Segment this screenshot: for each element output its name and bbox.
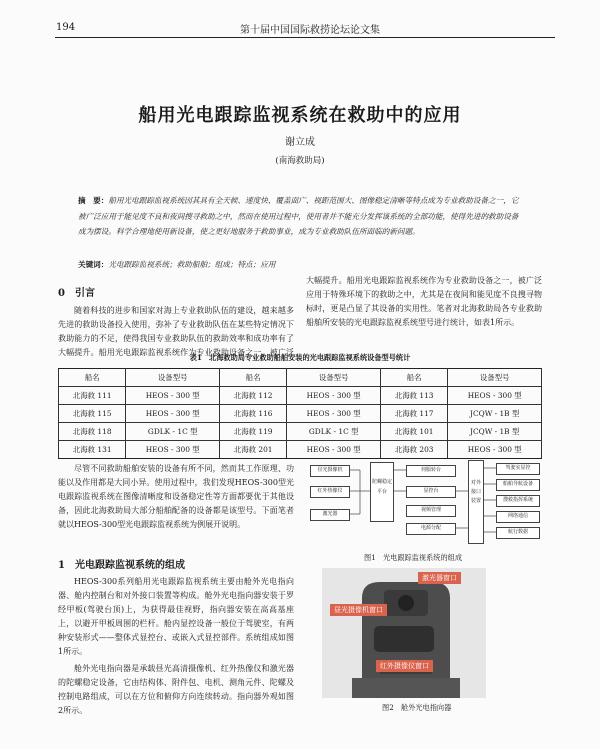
paper-author: 谢立成 xyxy=(285,137,315,148)
box-output: 驾驶室显控 xyxy=(496,463,540,475)
table-cell: HEOS - 300 型 xyxy=(448,441,542,459)
box-output: 航行数据 xyxy=(496,527,540,539)
table-header-cell: 设备型号 xyxy=(126,369,220,387)
box-laser: 激光器 xyxy=(310,509,350,521)
figure2-photo xyxy=(322,568,486,698)
box-external-interface: 对外接口装置 xyxy=(468,460,484,544)
box-output: 船舶导航设备 xyxy=(496,479,540,491)
paper-affiliation: (南海救助局) xyxy=(275,156,325,166)
table-header-cell: 船名 xyxy=(59,369,126,387)
table-cell: 北海救 203 xyxy=(380,441,447,459)
after-table-paragraph: 尽管不同救助船舶安装的设备有所不同，然而其工作原理、功能以及作用都是大同小异。使用过程中，我们发现HEOS-300型光电跟踪监视系统在图像清晰度和设备稳定性等方面都要优于其他设备，因此北海救助局大部分船舶配备的设备都是该型号。下面笔者就以HEOS-300型光电跟踪监视系统为例展开说明。 xyxy=(58,464,294,529)
page-number: 194 xyxy=(56,22,76,33)
label-laser-window: 激光器窗口 xyxy=(418,572,461,584)
figure1-diagram xyxy=(306,458,542,548)
keywords-text: 光电跟踪监视系统；救助船舶；组成；特点；应用 xyxy=(108,260,276,269)
intro-heading: 0 引言 xyxy=(58,288,95,299)
table1 xyxy=(58,368,542,459)
table-cell: 北海救 118 xyxy=(59,423,126,441)
intro-right-text: 大幅提升。船用光电跟踪监视系统作为专业救助设备之一，被广泛应用于特殊环境下的救助之中，尤其是在夜间和能见度不良搜寻物标时，更是凸显了其设备的实用性。笔者对北海救助局各专业救助船舶所安装的光电跟踪监视系统型号进行统计，如表1所示。 xyxy=(306,276,542,327)
table1-caption: 表1 北海救助局专业救助船舶安装的光电跟踪监视系统设备型号统计 xyxy=(189,353,411,362)
table-cell: HEOS - 300 型 xyxy=(126,387,220,405)
table-cell: GDLK - 1C 型 xyxy=(287,423,381,441)
box-power: 电源分配 xyxy=(406,523,456,535)
table-cell: 北海救 116 xyxy=(219,405,286,423)
table-cell: HEOS - 300 型 xyxy=(287,441,381,459)
table-cell: HEOS - 300 型 xyxy=(126,441,220,459)
table-cell: 北海救 112 xyxy=(219,387,286,405)
table-cell: JCQW - 1B 型 xyxy=(448,423,542,441)
box-ir-camera: 红外热像仪 xyxy=(310,486,350,498)
table-row xyxy=(59,405,542,423)
table-cell: 北海救 117 xyxy=(380,405,447,423)
figure2-caption: 图2 舱外光电指向器 xyxy=(382,703,452,712)
box-video-mgmt: 视频管理 xyxy=(406,505,456,517)
table-cell: 北海救 115 xyxy=(59,405,126,423)
intro-right-column xyxy=(306,274,542,344)
table-cell: 北海救 101 xyxy=(380,423,447,441)
figure1-caption: 图1 光电跟踪监视系统的组成 xyxy=(364,553,463,562)
box-daylight-camera: 昼光摄像机 xyxy=(310,465,350,477)
box-servo: 伺服转台 xyxy=(406,465,456,477)
keywords xyxy=(78,259,526,270)
table-row xyxy=(59,423,542,441)
table-row xyxy=(59,387,542,405)
label-ir-window: 红外摄像仪窗口 xyxy=(376,660,433,672)
table-row xyxy=(59,441,542,459)
label-daylight-window: 昼光摄像机窗口 xyxy=(330,604,387,616)
intro-left-column: 随着科技的进步和国家对海上专业救助队伍的建设，越来越多先进的救助设备投入使用，弥补了专业救助队伍在某些特定情况下救助能力的不足，使得我国专业救助队伍的救助效率和成功率有了大幅提升。船用光电跟踪监视系统作为专业救助设备之一，被广泛 xyxy=(58,306,294,357)
box-output: 网络通信 xyxy=(496,511,540,523)
table-cell: JCQW - 1B 型 xyxy=(448,405,542,423)
table-cell: 北海救 119 xyxy=(219,423,286,441)
section1-paragraph1: HEOS-300系列船用光电跟踪监视系统主要由舱外光电指向器、舱内控制台和对外接口装置等构成。舱外光电指向器安装于罗经甲板(驾驶台顶)上，为获得最佳视野，指向器安装在高高基座上，以避开甲板周围的栏杆。舱内显控设备一般位于驾驶室，有两种安装形式——整体式显控台、或嵌入式显控部件。系统组成如图1所示。 xyxy=(58,577,294,656)
running-title: 第十届中国国际救捞论坛论文集 xyxy=(240,25,380,36)
paper-title: 船用光电跟踪监视系统在救助中的应用 xyxy=(138,105,462,126)
abstract-text: 船用光电跟踪监视系统因其具有全天候、速度快、覆盖面广、视距范围大、图像稳定清晰等特点成为专业救助设备之一，它被广泛应用于能见度不良和夜间搜寻救助之中，然而在使用过程中，使用者并不能充分发挥该系统的全部功能，使得先进的救助设备成为摆设。科学合理地使用新设备，使之更好地服务于救助事业，成为专业救助队伍所面临的新问题。 xyxy=(78,196,519,236)
table-header-cell: 设备型号 xyxy=(287,369,381,387)
section1-paragraph2: 舱外光电指向器是承载昼光高清摄像机、红外热像仪和激光器的陀螺稳定设备，它由结构体、附件包、电机、测角元件、陀螺及控制电路组成，可以在方位和俯仰方向连续转动。指向器外观如图2所示。 xyxy=(58,664,294,715)
box-gyro-platform: 陀螺稳定平台 xyxy=(370,462,394,522)
table-cell: 北海救 113 xyxy=(380,387,447,405)
table-cell: HEOS - 300 型 xyxy=(448,387,542,405)
table-header-cell: 设备型号 xyxy=(448,369,542,387)
table-cell: HEOS - 300 型 xyxy=(126,405,220,423)
table-cell: 北海救 201 xyxy=(219,441,286,459)
table-header-row xyxy=(59,369,542,387)
header-rule xyxy=(55,37,555,38)
table-header-cell: 船名 xyxy=(380,369,447,387)
abstract xyxy=(78,193,526,240)
abstract-label: 摘 要： xyxy=(78,196,109,205)
table-cell: HEOS - 300 型 xyxy=(287,387,381,405)
box-console: 显控台 xyxy=(406,486,456,498)
keywords-label: 关键词： xyxy=(78,260,109,269)
table-cell: HEOS - 300 型 xyxy=(287,405,381,423)
table-cell: 北海救 131 xyxy=(59,441,126,459)
box-output: 搜救指挥系统 xyxy=(496,495,540,507)
table-header-cell: 船名 xyxy=(219,369,286,387)
table-cell: GDLK - 1C 型 xyxy=(126,423,220,441)
table-cell: 北海救 111 xyxy=(59,387,126,405)
section1-heading: 1 光电跟踪监视系统的组成 xyxy=(58,560,185,571)
director-illustration xyxy=(322,568,486,698)
